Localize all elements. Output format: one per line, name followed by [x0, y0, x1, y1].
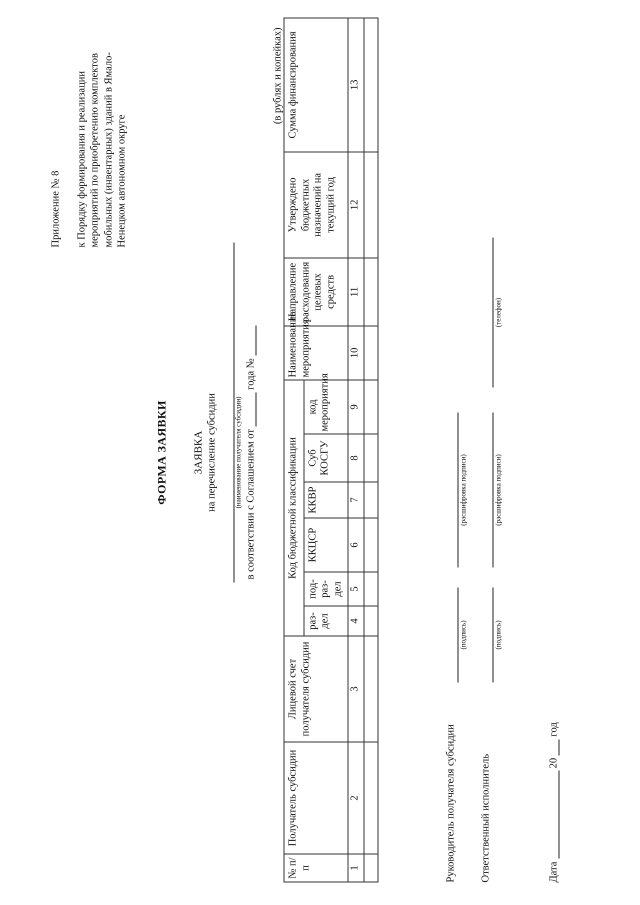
executor-sign-line[interactable] — [493, 588, 494, 683]
column-number: 12 — [348, 152, 364, 258]
header-razdel: раз-дел — [304, 606, 349, 636]
header-podrazdel: под-раз-дел — [304, 572, 349, 606]
date-year-suffix: год — [548, 722, 560, 737]
column-number: 2 — [348, 742, 364, 854]
header-direction: Направление расходования целевых средств — [284, 258, 348, 326]
column-number: 4 — [348, 606, 364, 636]
table-cell[interactable] — [364, 18, 378, 152]
date-year-prefix: 20 — [548, 757, 560, 769]
column-number: 6 — [348, 518, 364, 572]
form-purpose: на перечисление субсидии — [206, 393, 218, 512]
date-field[interactable] — [548, 771, 560, 859]
executor-sign-hint: (подпись) — [494, 620, 503, 650]
column-number: 10 — [348, 326, 364, 380]
agreement-mid: года № — [245, 358, 257, 390]
head-signature-row — [446, 23, 476, 883]
column-number: 9 — [348, 380, 364, 434]
table-cell[interactable] — [364, 742, 378, 854]
header-kkvr: ККВР — [304, 482, 349, 518]
column-number-row — [348, 18, 364, 882]
table-header-row — [284, 18, 304, 882]
form-title: ФОРМА ЗАЯВКИ — [154, 400, 169, 505]
table-cell[interactable] — [364, 434, 378, 482]
head-sign-line[interactable] — [458, 588, 459, 683]
date-label: Дата — [548, 861, 560, 883]
header-kkcsr: ККЦСР — [304, 518, 349, 572]
column-number: 11 — [348, 258, 364, 326]
table-cell[interactable] — [364, 380, 378, 434]
header-recipient: Получатель субсидии — [284, 742, 348, 854]
executor-decode-line[interactable] — [493, 413, 494, 568]
column-number: 3 — [348, 636, 364, 742]
head-sign-hint: (подпись) — [459, 620, 468, 650]
appendix-block — [50, 33, 130, 248]
appendix-title: Приложение № 8 — [50, 170, 62, 248]
date-year-field[interactable] — [548, 739, 560, 755]
table-row — [364, 18, 378, 882]
appendix-text: к Порядку формирования и реализации мероприятий по приобретению комплектов мобильных (инвентарных) зданий в Ямало-Ненецком автономном округе — [76, 52, 128, 248]
table-cell[interactable] — [364, 258, 378, 326]
table-cell[interactable] — [364, 152, 378, 258]
header-event-code: код мероприятия — [304, 380, 349, 434]
column-number: 7 — [348, 482, 364, 518]
header-bcc: Код бюджетной классификации — [284, 380, 304, 636]
date-row — [548, 722, 560, 882]
agreement-prefix: в соответствии с Соглашением от — [245, 429, 257, 580]
table-cell[interactable] — [364, 482, 378, 518]
executor-decode-hint: (расшифровка подписи) — [494, 454, 503, 526]
agreement-number-field[interactable] — [245, 326, 257, 356]
head-decode-line[interactable] — [458, 413, 459, 568]
agreement-line — [245, 23, 257, 883]
table-cell[interactable] — [364, 636, 378, 742]
table-cell[interactable] — [364, 572, 378, 606]
agreement-date-field[interactable] — [245, 392, 257, 426]
executor-phone-hint: (телефон) — [494, 297, 503, 328]
header-account: Лицевой счет получателя субсидии — [284, 636, 348, 742]
column-number: 8 — [348, 434, 364, 482]
header-event-name: Наименование мероприятия — [284, 326, 348, 380]
header-kosgu: Суб КОСГУ — [304, 434, 349, 482]
executor-label: Ответственный исполнитель — [480, 753, 492, 883]
column-number: 13 — [348, 18, 364, 152]
executor-phone-line[interactable] — [493, 238, 494, 388]
header-num: № п/п — [284, 854, 348, 882]
rotated-form-page — [48, 23, 593, 883]
head-label: Руководитель получателя субсидии — [445, 724, 457, 883]
units-note: (в рублях и копейках) — [272, 27, 284, 125]
header-amount: Сумма финансирования — [284, 18, 348, 152]
table-cell[interactable] — [364, 854, 378, 882]
subsidy-table — [284, 17, 379, 882]
table-cell[interactable] — [364, 326, 378, 380]
table-cell[interactable] — [364, 606, 378, 636]
column-number: 1 — [348, 854, 364, 882]
recipient-name-hint: (наименование получателя субсидии) — [234, 396, 243, 509]
executor-signature-row — [481, 23, 511, 883]
head-decode-hint: (расшифровка подписи) — [459, 454, 468, 526]
header-approved: Утверждено бюджетных назначений на текущий год — [284, 152, 348, 258]
form-subtitle: ЗАЯВКА — [192, 430, 205, 475]
column-number: 5 — [348, 572, 364, 606]
table-cell[interactable] — [364, 518, 378, 572]
